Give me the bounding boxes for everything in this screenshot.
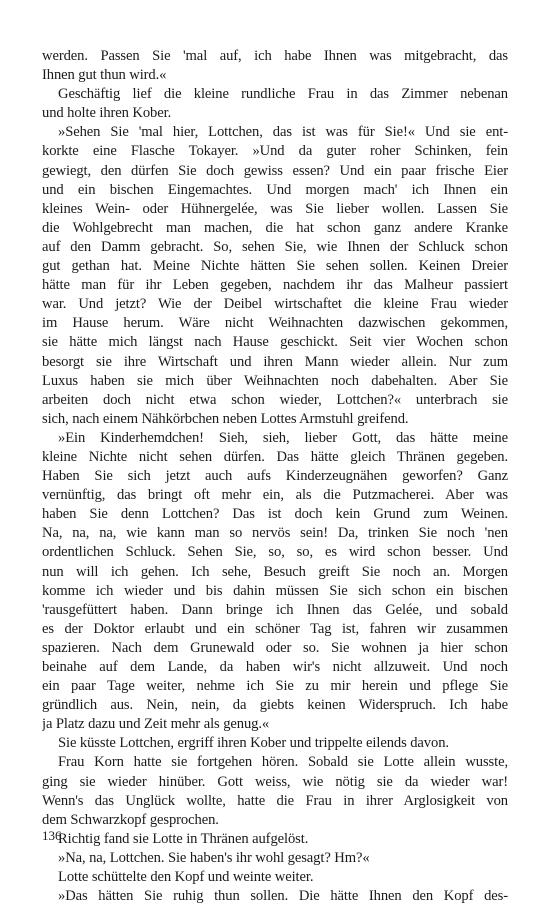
text-line: nun will ich gehen. Ich sehe, Besuch greift Sie noch an. Morgen	[42, 563, 508, 580]
text-line: Frau Korn hatte sie fortgehen hören. Sobald sie Lotte allein wusste,	[58, 754, 508, 771]
text-line: »Na, na, Lottchen. Sie haben's ihr wohl gesagt? Hm?«	[58, 849, 370, 866]
text-line: und ein bischen Eingemachtes. Und morgen mach' ich Ihnen ein	[42, 181, 508, 198]
page-number: 136	[42, 828, 62, 843]
text-line: haben Sie denn Lottchen? Das ist doch kein Grund zum Weinen.	[42, 506, 508, 523]
text-line: war. Und jetzt? Wie der Deibel wirtschaftet die kleine Frau wieder	[42, 296, 508, 313]
text-line: korkte eine Flasche Tokayer. »Und da guter roher Schinken, fein	[42, 143, 508, 160]
text-line: Sie küsste Lottchen, ergriff ihren Kober und trippelte eilends davon.	[58, 735, 449, 752]
text-line: vernünftig, das bringt oft mehr ein, als die Putzmacherei. Aber was	[42, 487, 508, 504]
text-line: ordentlichen Schluck. Sehen Sie, so, so, es wird schon besser. Und	[42, 544, 508, 561]
text-line: die Wohlgebrecht man machen, die hat schon ganz andere Kranke	[42, 219, 508, 236]
text-line: kleine Nichte nicht sehen dürfen. Das hätte gleich Thränen gegeben.	[42, 448, 508, 465]
text-line: Na, na, na, wie kann man so nervös sein! Da, trinken Sie noch 'nen	[42, 525, 508, 542]
text-line: es der Doktor erlaubt und ein schöner Tag ist, fahren wir zusammen	[42, 620, 508, 637]
text-line: Lotte schüttelte den Kopf und weinte weiter.	[58, 869, 314, 886]
text-line: besorgt sie ihre Wirtschaft und ihren Mann wieder allein. Nur zum	[42, 353, 508, 370]
text-line: hätte man für ihr Leben gegeben, nachdem ihr das Malheur passiert	[42, 277, 508, 294]
text-line: »Sehen Sie 'mal hier, Lottchen, das ist was für Sie!« Und sie ent-	[58, 124, 508, 141]
text-line: ging sie wieder hinüber. Gott weiss, wie nötig sie da wieder war!	[42, 773, 508, 790]
text-line: kleines Wein- oder Hühnergelée, was Sie lieber wollen. Lassen Sie	[42, 200, 508, 217]
text-line: 'rausgefüttert haben. Dann bringe ich Ihnen das Gelée, und sobald	[42, 601, 508, 618]
text-line: Wenn's das Unglück wollte, hatte die Frau in ihrer Arglosigkeit von	[42, 792, 508, 809]
text-line: ja Platz dazu und Zeit mehr als genug.«	[42, 716, 270, 733]
text-line: sie hätte mich längst nach Hause geschickt. Seit vier Wochen schon	[42, 334, 508, 351]
text-line: arbeiten doch nicht etwa schon wieder, Lottchen?« unterbrach sie	[42, 391, 508, 408]
text-line: werden. Passen Sie 'mal auf, ich habe Ihnen was mitgebracht, das	[42, 48, 508, 64]
text-line: gut gethan hat. Meine Nichte hätten Sie sehen sollen. Keinen Dreier	[42, 258, 508, 275]
text-line: Luxus haben sie mich über Weihnachten noch dabehalten. Aber Sie	[42, 372, 508, 389]
text-line: spazieren. Nach dem Grunewald oder so. Sie wohnen ja hier schon	[42, 639, 508, 656]
text-line: Geschäftig lief die kleine rundliche Frau in das Zimmer nebenan	[58, 86, 508, 103]
text-line: komme ich wieder und bis dahin müssen Sie sich schon ein bischen	[42, 582, 508, 599]
body-text	[42, 47, 508, 906]
text-line: dem Schwarzkopf gesprochen.	[42, 811, 219, 828]
text-line: sich, nach einem Nähkörbchen neben Lottes Armstuhl greifend.	[42, 410, 409, 427]
text-line: Haben Sie sich jetzt auch aufs Kinderzeugnähen geworfen? Ganz	[42, 468, 508, 485]
text-line: ein paar Tage weiter, nehme ich Sie zu mir herein und pflege Sie	[42, 678, 508, 695]
text-line: auf den Damm gebracht. So, sehen Sie, wie Ihnen der Schluck schon	[42, 238, 508, 255]
text-line: gründlich aus. Nein, nein, da giebts keinen Widerspruch. Ich habe	[42, 697, 508, 714]
text-line: und holte ihren Kober.	[42, 105, 172, 122]
text-line: Richtig fand sie Lotte in Thränen aufgelöst.	[58, 830, 309, 847]
text-line: »Ein Kinderhemdchen! Sieh, sieh, lieber Gott, das hätte meine	[58, 429, 508, 446]
text-line: »Das hätten Sie ruhig thun sollen. Die hätte Ihnen den Kopf des-	[58, 888, 508, 905]
text-line: im Hause herum. Wäre nicht Weihnachten dazwischen gekommen,	[42, 315, 508, 332]
text-line: beinahe auf dem Lande, da haben wir's nicht allzuweit. Und noch	[42, 659, 508, 675]
text-line: Ihnen gut thun wird.«	[42, 67, 167, 84]
text-line: gewiegt, den dürfen Sie doch gewiss essen? Und ein paar frische Eier	[42, 162, 508, 179]
